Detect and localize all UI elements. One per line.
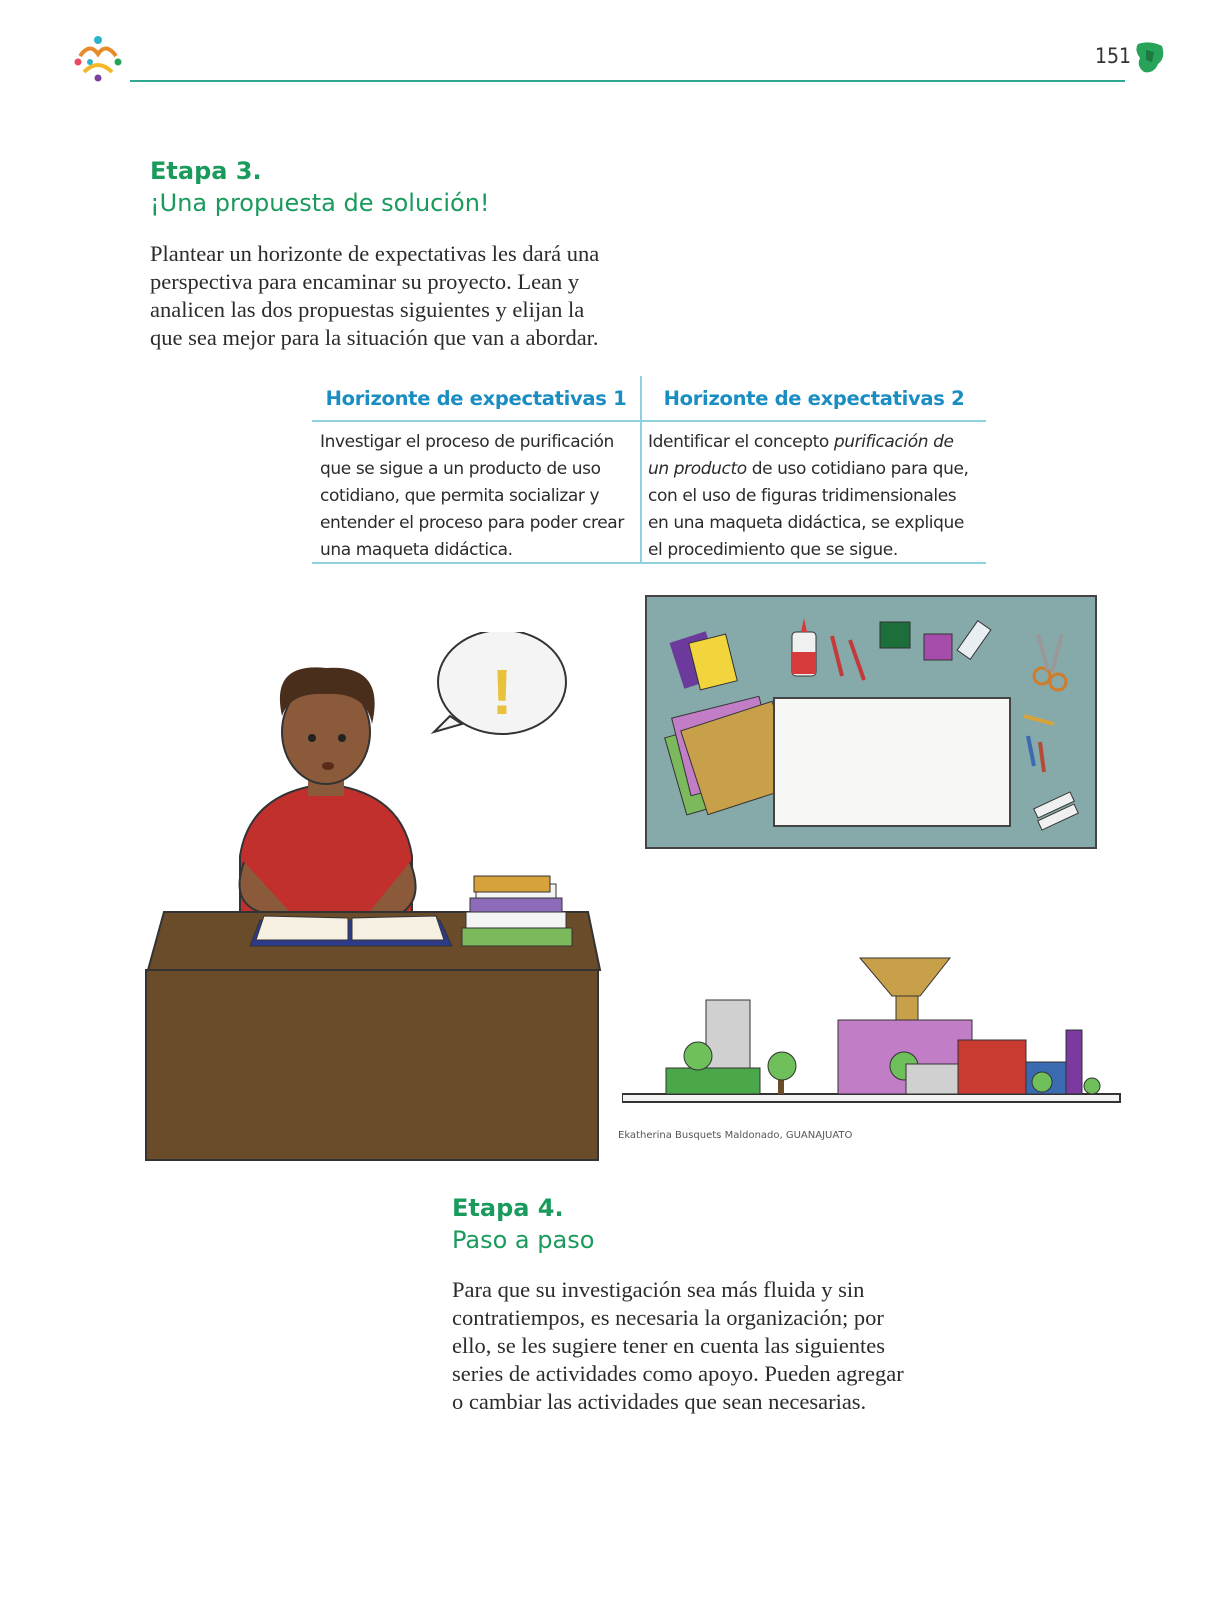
stage4-subtitle: Paso a paso bbox=[452, 1226, 595, 1254]
cell-line: entender el proceso para poder crear bbox=[320, 513, 624, 533]
horizon-1-header: Horizonte de expectativas 1 bbox=[325, 387, 627, 410]
stage3-title: Etapa 3. bbox=[150, 157, 262, 185]
paragraph-line: que sea mejor para la situación que van a abordar. bbox=[150, 325, 599, 350]
horizon-2-text bbox=[648, 429, 984, 564]
paragraph-line: contratiempos, es necesaria la organización; por bbox=[452, 1305, 884, 1330]
cell-line bbox=[648, 456, 984, 483]
table-bottom-rule bbox=[312, 562, 986, 564]
paragraph-line: Para que su investigación sea más fluida y sin bbox=[452, 1277, 865, 1302]
paragraph-line: series de actividades como apoyo. Pueden agregar bbox=[452, 1361, 904, 1386]
stage4-title: Etapa 4. bbox=[452, 1194, 564, 1222]
emblem-icon bbox=[1132, 40, 1166, 76]
illustration-credit: Ekatherina Busquets Maldonado, GUANAJUATO bbox=[618, 1130, 853, 1141]
cell-line bbox=[648, 429, 984, 456]
text-normal: Identificar el concepto bbox=[648, 432, 834, 452]
text-normal: de uso cotidiano para que, bbox=[746, 459, 969, 479]
cell-line: con el uso de figuras tridimensionales bbox=[648, 486, 957, 506]
text-italic: purificación de bbox=[833, 432, 954, 452]
speech-symbol: ! bbox=[491, 656, 513, 728]
craft-supplies-illustration bbox=[644, 594, 1100, 850]
cell-line: el procedimiento que se sigue. bbox=[648, 540, 898, 560]
paragraph-line: ello, se les sugiere tener en cuenta las siguientes bbox=[452, 1333, 885, 1358]
table-header-rule bbox=[312, 420, 986, 422]
header-rule bbox=[130, 80, 1125, 82]
stage3-paragraph bbox=[150, 240, 630, 352]
horizon-2-header: Horizonte de expectativas 2 bbox=[663, 387, 965, 410]
logo-icon bbox=[70, 32, 126, 84]
paragraph-line: o cambiar las actividades que sean necesarias. bbox=[452, 1389, 867, 1414]
cell-line: cotidiano, que permita socializar y bbox=[320, 486, 600, 506]
student-reading-illustration bbox=[140, 632, 610, 1172]
paragraph-line: Plantear un horizonte de expectativas les dará una bbox=[150, 241, 600, 266]
paragraph-line: analicen las dos propuestas siguientes y elijan la bbox=[150, 297, 585, 322]
cell-line: en una maqueta didáctica, se explique bbox=[648, 513, 964, 533]
stage4-paragraph bbox=[452, 1276, 952, 1416]
table-column-divider bbox=[640, 376, 642, 564]
horizon-1-text bbox=[320, 429, 638, 564]
cell-line: Investigar el proceso de purificación bbox=[320, 432, 614, 452]
cell-line: una maqueta didáctica. bbox=[320, 540, 513, 560]
cell-line: que se sigue a un producto de uso bbox=[320, 459, 601, 479]
text-italic: un producto bbox=[648, 459, 747, 479]
paragraph-line: perspectiva para encaminar su proyecto. Lean y bbox=[150, 269, 580, 294]
factory-model-illustration bbox=[622, 956, 1122, 1118]
stage3-subtitle: ¡Una propuesta de solución! bbox=[150, 189, 490, 217]
page-number: 151 bbox=[1095, 44, 1132, 68]
